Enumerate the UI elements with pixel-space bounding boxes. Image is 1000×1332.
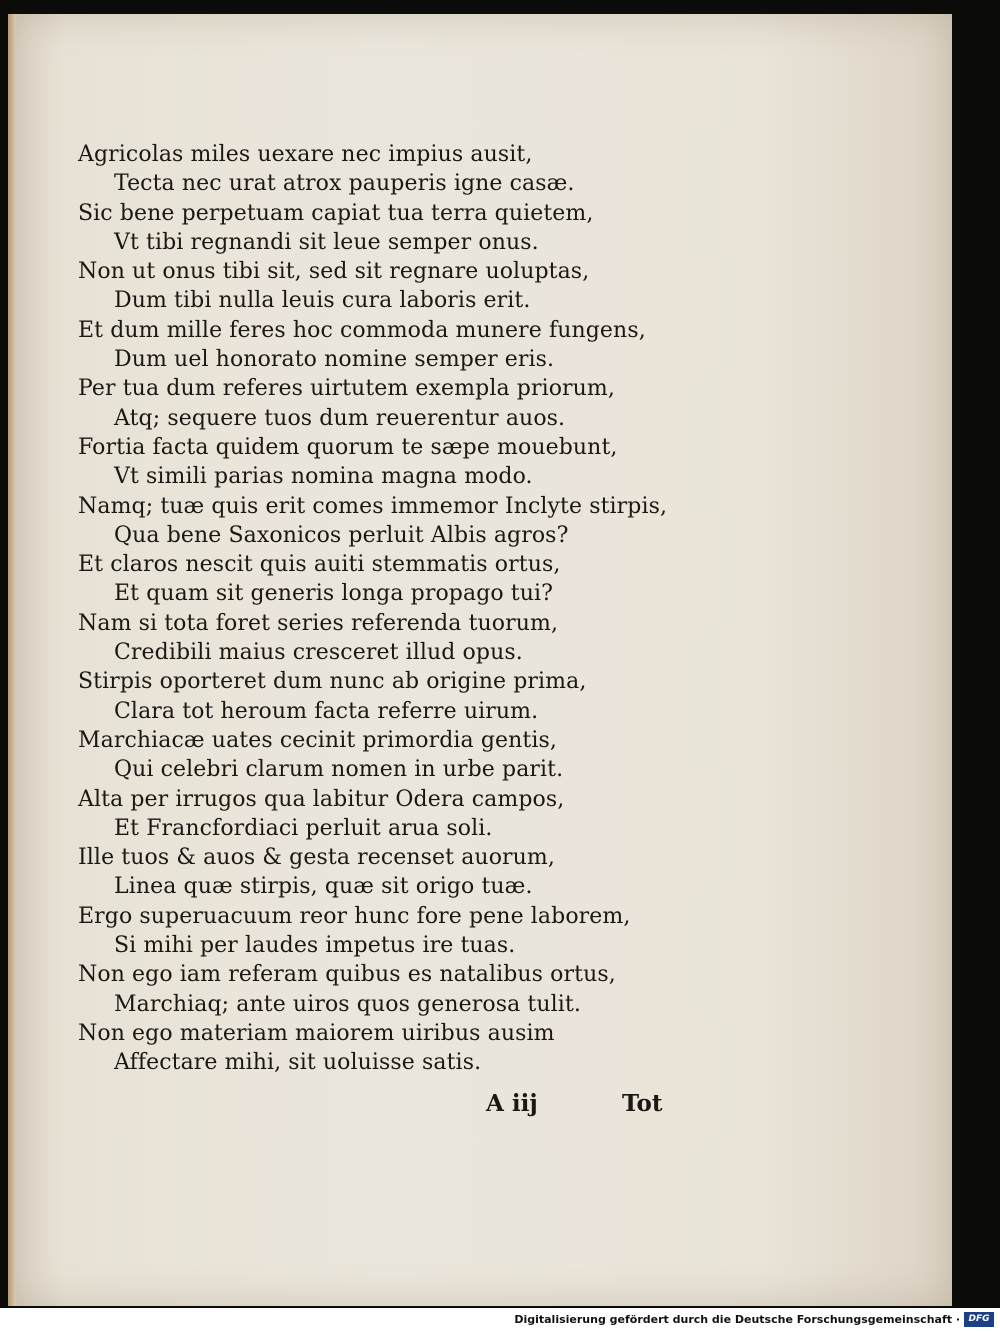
poem-line: Tecta nec urat atrox pauperis igne casæ.: [114, 171, 575, 197]
poem-line: Vt simili parias nomina magna modo.: [114, 464, 533, 490]
poem-line: Alta per irrugos qua labitur Odera campos,: [78, 786, 565, 812]
poem-line: Dum tibi nulla leuis cura laboris erit.: [114, 288, 531, 314]
poem-line: Marchiacæ uates cecinit primordia gentis,: [78, 727, 557, 753]
poem-text: [78, 140, 718, 1078]
poem-line: Ille tuos & auos & gesta recenset auorum,: [78, 845, 555, 871]
poem-line: Marchiaq; ante uiros quos generosa tulit.: [114, 991, 581, 1017]
poem-line: Per tua dum referes uirtutem exempla priorum,: [78, 376, 615, 402]
poem-line: Et claros nescit quis auiti stemmatis ortus,: [78, 552, 561, 578]
poem-line: Affectare mihi, sit uoluisse satis.: [114, 1050, 482, 1076]
digitization-footer: [0, 1308, 1000, 1332]
poem-line: Ergo superuacuum reor hunc fore pene laborem,: [78, 903, 631, 929]
poem-line: Qua bene Saxonicos perluit Albis agros?: [114, 522, 569, 548]
poem-line: Non ut onus tibi sit, sed sit regnare uoluptas,: [78, 259, 590, 285]
poem-line: Nam si tota foret series referenda tuorum,: [78, 610, 559, 636]
poem-line: Et quam sit generis longa propago tui?: [114, 581, 554, 607]
poem-line: Non ego materiam maiorem uiribus ausim: [78, 1020, 555, 1046]
poem-line: Dum uel honorato nomine semper eris.: [114, 347, 555, 373]
poem-line: Vt tibi regnandi sit leue semper onus.: [114, 229, 539, 255]
poem-line: Fortia facta quidem quorum te sæpe mouebunt,: [78, 434, 618, 460]
page-edge: [8, 14, 16, 1306]
catchword: Tot: [622, 1090, 663, 1117]
poem-line: Agricolas miles uexare nec impius ausit,: [78, 142, 533, 167]
poem-line: Si mihi per laudes impetus ire tuas.: [114, 933, 516, 959]
poem-line: Credibili maius cresceret illud opus.: [114, 640, 523, 666]
poem-line: Namq; tuæ quis erit comes immemor Inclyte stirpis,: [78, 493, 668, 519]
poem-line: Et Francfordiaci perluit arua soli.: [114, 815, 493, 841]
poem-line: Non ego iam referam quibus es natalibus ortus,: [78, 962, 616, 988]
poem-line: Atq; sequere tuos dum reuerentur auos.: [114, 405, 566, 431]
poem-line: Stirpis oporteret dum nunc ab origine prima,: [78, 669, 587, 695]
poem-line: Qui celebri clarum nomen in urbe parit.: [114, 757, 564, 783]
poem-line: Sic bene perpetuam capiat tua terra quietem,: [78, 200, 594, 226]
signature-mark: A iij: [486, 1090, 538, 1117]
poem-line: Clara tot heroum facta referre uirum.: [114, 698, 539, 724]
dfg-credit: Digitalisierung gefördert durch die Deutsche Forschungsgemeinschaft ·: [514, 1313, 960, 1326]
poem-line: Linea quæ stirpis, quæ sit origo tuæ.: [114, 874, 533, 900]
poem-line: Et dum mille feres hoc commoda munere fungens,: [78, 317, 646, 343]
dfg-logo: DFG: [964, 1312, 994, 1327]
